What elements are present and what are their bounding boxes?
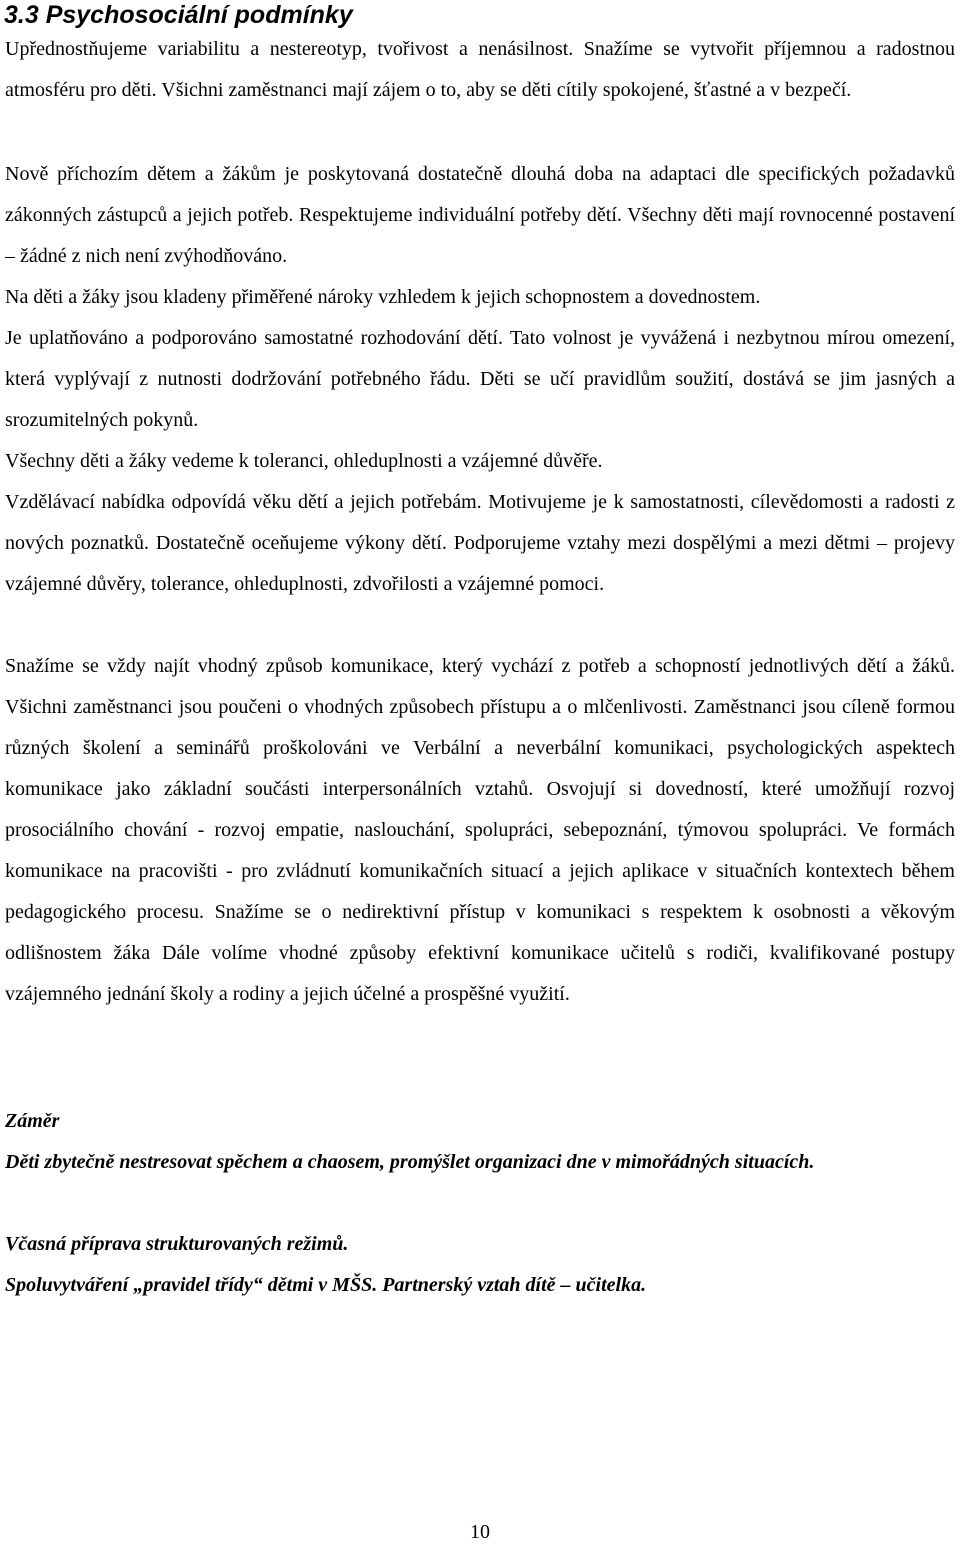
paragraph-atmosphere: Upřednostňujeme variabilitu a nestereotyp, tvořivost a nenásilnost. Snažíme se vytvořit příjemnou a radostnou atmosféru pro děti. Všichni zaměstnanci mají zájem o to, aby se děti cítily spokojené, šťastné a v bezpečí. <box>5 38 955 101</box>
goal-line: Včasná příprava strukturovaných režimů. <box>5 1233 349 1255</box>
paragraph-education-offer: Vzdělávací nabídka odpovídá věku dětí a jejich potřebám. Motivujeme je k samostatnosti, cílevědomosti a radosti z nových poznatků. Dostatečně oceňujeme výkony dětí. Podporujeme vztahy mezi dospělými a mezi dětmi – projevy vzájemné důvěry, tolerance, ohleduplnosti, zdvořilosti a vzájemné pomoci. <box>5 491 955 595</box>
paragraph-decisions: Je uplatňováno a podporováno samostatné rozhodování dětí. Tato volnost je vyvážená i nezbytnou mírou omezení, která vyplývají z nutnosti dodržování potřebného řádu. Děti se učí pravidlům soužití, dostává se jim jasných a srozumitelných pokynů. <box>5 327 955 431</box>
section-heading: 3.3 Psychosociální podmínky <box>4 1 353 29</box>
paragraph-tolerance: Všechny děti a žáky vedeme k toleranci, ohleduplnosti a vzájemné důvěře. <box>5 450 603 472</box>
goal-line: Spoluvytváření „pravidel třídy“ dětmi v MŠS. Partnerský vztah dítě – učitelka. <box>5 1274 647 1296</box>
goal-title: Záměr <box>5 1110 60 1132</box>
paragraph-demands: Na děti a žáky jsou kladeny přiměřené nároky vzhledem k jejich schopnostem a dovednostem. <box>5 286 761 308</box>
goal-line: Děti zbytečně nestresovat spěchem a chaosem, promýšlet organizaci dne v mimořádných situacích. <box>5 1151 815 1173</box>
page-number: 10 <box>470 1521 490 1543</box>
paragraph-communication: Snažíme se vždy najít vhodný způsob komunikace, který vychází z potřeb a schopností jednotlivých dětí a žáků. Všichni zaměstnanci jsou poučeni o vhodných způsobech přístupu a o mlčenlivosti. Zaměstnanci jsou cíleně formou různých školení a seminářů proškolováni ve Verbální a neverbální komunikaci, psychologických aspektech komunikace jako základní součásti interpersonálních vztahů. Osvojují si dovedností, které umožňují rozvoj prosociálního chování - rozvoj empatie, naslouchání, spolupráci, sebepoznání, týmovou spolupráci. Ve formách komunikace na pracovišti - pro zvládnutí komunikačních situací a jejich aplikace v situačních kontextech během pedagogického procesu. Snažíme se o nedirektivní přístup v komunikaci s respektem k osobnosti a věkovým odlišnostem žáka Dále volíme vhodné způsoby efektivní komunikace učitelů s rodiči, kvalifikované postupy vzájemného jednání školy a rodiny a jejich účelné a prospěšné využití. <box>5 655 955 1005</box>
paragraph-adaptation: Nově příchozím dětem a žákům je poskytovaná dostatečně dlouhá doba na adaptaci dle specifických požadavků zákonných zástupců a jejich potřeb. Respektujeme individuální potřeby dětí. Všechny děti mají rovnocenné postavení – žádné z nich není zvýhodňováno. <box>5 163 955 267</box>
